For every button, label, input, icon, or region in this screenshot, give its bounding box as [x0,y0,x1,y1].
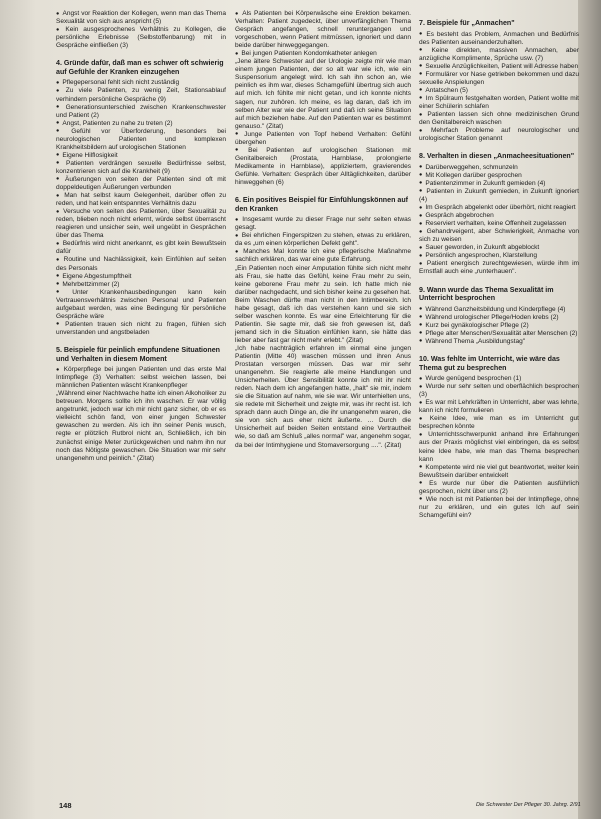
bullet-item: ● Es wurde nur über die Patienten ausführlich gesprochen, nicht über uns (2) [419,480,579,496]
bullet-item: ● Im Spülraum festgehalten worden, Patient wollte mit einer Schülerin schlafen [419,95,579,111]
bullet-item: ● Während Ganzheitsbildung und Kinderpflege (4) [419,306,579,314]
quote-paragraph: „Ich habe nachträglich erfahren im einmal eine jungen Patientin (Mitte 40) waschen müssen und ihren Anus Prostatan versorgen müssen. Das war mir sehr unangenehm. Sie reagierte alle meine Handlungen und Unsicherheiten. Über Sensibilität konnte ich mit ihr nicht reden. Nach dem ich angefangen hatte, „halt" sie mir, indem sie die Situation auf nahm, wie sie war. Wir unterhielten uns, sie redete mit Sicherheit und zeigte mir, was ihr recht ist. Ich sprach dann auch Dinge an, die ihr unangenehm waren, die sie von sich aus eher nicht äußerte. ... Durch die Unsicherheit auf beiden Seiten entstand eine Vertrautheit wie, so daß am Schluß „alles normal" war, angenehm sogar, da bei der Intimhygiene und Stomaversorgung ....". (Zitat) [235,344,411,449]
section-heading: 10. Was fehlte im Unterricht, wie wäre das Thema gut zu besprechen [419,354,560,372]
bullet-item: ● Während Thema „Ausbildungstag" [419,338,579,346]
bullet-item: ● Antatschen (5) [419,87,579,95]
bullet-item: ● Gehandrveigent, aber Schwierigkeit, Anmache von sich zu weisen [419,228,579,244]
bullet-item: ● Zu viele Patienten, zu wenig Zeit, Stationsablauf verhindern persönliche Gespräche (9) [56,87,226,103]
bullet-item: ● Patienten lassen sich ohne medizinischen Grund den Genitalbereich waschen [419,111,579,127]
bullet-item: ● Versuche von seiten des Patienten, über Sexualität zu reden, blieben noch nicht erlernt, würde selbst überrascht reagieren und unsicher sein, weil ungeübt in Gesprächen über das Thema [56,208,226,240]
bullet-item: ● Patientenzimmer in Zukunft gemieden (4) [419,180,579,188]
bullet-item: ● Wurde genügend besprochen (1) [419,375,579,383]
bullet-item: ● Patienten in Zukunft gemieden, in Zukunft ignoriert (4) [419,188,579,204]
bullet-item: ● Reserviert verhalten, keine Offenheit zugelassen [419,220,579,228]
quote-paragraph: „Jene ältere Schwester auf der Urologie zeigte mir wie man einem jungen Patienten, der so alt war wie ich, wie ein Suspensorium angelegt wird. Ich sah ihn schon an, wie peinlich es ihm war, dieses Schamgefühl übertrug sich auch auf mich. Ich fühlte mir nicht getan, und ich konnte nichts sagen, nur zuhören. Ich meine, es lag daran, daß ich im selben Alter war wie der Patient und daß ich seine Situation auf mich beziehen habe. Auf den Patienten war es bestimmt genauso." (Zitat) [235,58,411,130]
bullet-item: ● Angst vor Reaktion der Kollegen, wenn man das Thema Sexualität von sich aus anspricht (5) [56,10,226,26]
section-heading: 8. Verhalten in diesen „Anmacheesituationen" [419,152,575,161]
bullet-item: ● Bei Patienten auf urologischen Stationen mit Genitalbereich (Prostata, Harnblase, prolongierte Medikamente in Harnblase), appliziertem, gravierendes Gefühle. Verhalten: Gespräch über Alltäglichkeiten, darüber hinweggehen (6) [235,147,411,187]
text-column-right [419,10,579,520]
bullet-item: ● Keine direkten, massiven Anmachen, aber anzügliche Komplimente, Sprüche usw. (7) [419,47,579,63]
bullet-item: ● Bei ehrlichen Fingerspitzen zu stehen, etwas zu erklären, da es „um einen körperlichen Defekt geht". [235,232,411,248]
bullet-item: ● Sauer geworden, in Zukunft abgeblockt [419,244,579,252]
bullet-item: ● Generationsunterschied zwischen Krankenschwester und Patient (2) [56,104,226,120]
journal-footer: Die Schwester Der Pfleger 30. Jahrg. 2/91 [476,802,581,808]
bullet-item: ● Unter Krankenhausbedingungen kann kein Vertrauensverhältnis zwischen Personal und Patienten aufgebaut werden, was eine Bedingung für persönliche Gespräche wäre [56,289,226,321]
bullet-item: ● Als Patienten bei Körperwäsche eine Erektion bekamen. Verhalten: Patient zugedeckt, über unverfänglichen Thema Gespräch angefangen, schnell reruntergangen und vorgeschoben, wenn Patient mitmüssen, ignoriert und dann beide darüber hinweggegangen. [235,10,411,50]
bullet-item: ● Bei jungen Patienten Kondomkatheter anlegen [235,50,411,58]
bullet-item: ● Angst, Patienten zu nahe zu treten (2) [56,120,226,128]
bullet-item: ● Pflege alter Menschen/Sexualität alter Menschen (2) [419,330,579,338]
section-heading: 6. Ein positives Beispiel für Einfühlungskönnen auf den Kranken [235,196,409,213]
bullet-item: ● Insgesamt wurde zu dieser Frage nur sehr selten etwas gesagt. [235,216,411,232]
bullet-item: ● Patienten trauen sich nicht zu fragen, fühlen sich unverstanden und angstbeladen [56,321,226,337]
bullet-item: ● Bedürfnis wird nicht anerkannt, es gibt kein Bewußtsein dafür [56,240,226,256]
bullet-item: ● Körperpflege bei jungen Patienten und das erste Mal Intimpflege (3) Verhalten: selbst weichen lassen, bei männlichen Patienten wäscht Krankenpfleger [56,366,226,390]
bullet-item: ● Manches Mal konnte ich eine pflegerische Maßnahme sachlich erklären, das war eine gute Erfahrung. [235,248,411,264]
bullet-item: ● Mehrfach Probleme auf neurologischer und urologischer Station genannt [419,127,579,143]
bullet-item: ● Darüberweggehen, schmunzeln [419,164,579,172]
bullet-item: ● Patient energisch zurechtgewiesen, würde ihm im Ernstfall auch eine „runterhauen". [419,260,579,276]
bullet-item: ● Kurz bei gynäkologischer Pflege (2) [419,322,579,330]
section-heading: 7. Beispiele für „Anmachen" [419,19,515,27]
bullet-item: ● Wurde nur sehr selten und oberflächlich besprochen (3) [419,383,579,399]
page-gutter-shadow [578,0,601,819]
bullet-item: ● Unterrichtsschwerpunkt anhand ihre Erfahrungen aus der Praxis möglichst viel einbringen, da es selbst keine Idee habe, wie man das Thema besprechen kann [419,431,579,463]
bullet-item: ● Formulärer vor Nase getrieben bekommen und dazu sexuelle Anspielungen [419,71,579,87]
bullet-item: ● Im Gespräch abgelenkt oder überhört, nicht reagiert [419,204,579,212]
bullet-item: ● Kompetente wird nie viel gut beantwortet, weiter kein Bewußtsein darüber entwickelt [419,464,579,480]
bullet-item: ● Eigene Hilflosigkeit [56,152,226,160]
bullet-item: ● Man hat selbst kaum Gelegenheit, darüber offen zu reden, und hat kein entspanntes Verhältnis dazu [56,192,226,208]
bullet-item: ● Während urologischer Pflege/Hoden krebs (2) [419,314,579,322]
bullet-item: ● Gefühl vor Überforderung, besonders bei neurologischen Patienten und komplexen Krankheitsbildern auf urologischen Stationen [56,128,226,152]
bullet-item: ● Keine Idee, wie man es im Unterricht gut besprechen könnte [419,415,579,431]
page-number: 148 [59,801,72,810]
quote-paragraph: „Ein Patienten noch einer Amputation fühlte sich nicht mehr als Frau, sie hatte das Gefühl, keine Frau mehr zu sein, keine geborene Frau mehr zu sein. Ich hatte mich nie darüber nachgedacht, und sich bisher keine zu gesehen hat. Beim Waschen dürfte man nicht in den Intimbereich. Ich habe gesagt, daß ich das verstehen kann und sie sich selber waschen konnte. Es war eine Erleichterung für die Patientin. Sie sagte mir, daß sie froh gewesen ist, daß jemand sich in die Situation einfühlen kann, sie hätte das lieber aber fast gar nicht mehr erlebt." (Zitat) [235,264,411,344]
bullet-item: ● Wie noch ist mit Patienten bei der Intimpflege, ohne nur zu erklären, und ein gutes Ich auf sein Schamgefühl ein? [419,496,579,520]
bullet-item: ● Routine und Nachlässigkeit, kein Einfühlen auf seiten des Personals [56,256,226,272]
bullet-item: ● Persönlich angesprochen, Klarstellung [419,252,579,260]
bullet-item: ● Sexuelle Anzüglichkeiten, Patient will Adresse haben [419,63,579,71]
bullet-item: ● Mit Kollegen darüber gesprochen [419,172,579,180]
bullet-item: ● Mehrbettzimmer (2) [56,281,226,289]
bullet-item: ● Es war mit Lehrkräften in Unterricht, aber was lehrte, kann ich nicht formulieren [419,399,579,415]
bullet-item: ● Junge Patienten von Topf hebend Verhalten: Gefühl übergehen [235,131,411,147]
bullet-item: ● Patienten verdrängen sexuelle Bedürfnisse selbst, konzentrieren sich auf die Krankheit (9) [56,160,226,176]
text-column-left [56,10,226,463]
section-heading: 4. Gründe dafür, daß man es schwer oft schwierig auf Gefühle der Kranken einzugehen [56,59,224,76]
bullet-item: ● Kein ausgesprochenes Verhältnis zu Kollegen, die persönliche Erlebnisse (Selbstoffenbarung) mit in Gespräche einfließen (3) [56,26,226,50]
bullet-item: ● Gespräch abgebrochen [419,212,579,220]
section-heading: 5. Beispiele für peinlich empfundene Situationen und Verhalten in diesem Moment [56,345,220,363]
bullet-item: ● Pflegepersonal fehlt sich nicht zuständig [56,79,226,87]
section-heading: 9. Wann wurde das Thema Sexualität im Unterricht besprochen [419,285,554,303]
bullet-item: ● Es besteht das Problem, Anmachen und Bedürfnis des Patienten auseinanderzuhalten. [419,31,579,47]
bullet-item: ● Eigene Abgestumpftheit [56,273,226,281]
quote-paragraph: „Während einer Nachtwache hatte ich einen Alkoholiker zu betreuen. Morgens sollte ich ihn waschen. Er war völlig angetrunkt, jedoch war ich mir nicht ganz sicher, ob er es vielleicht schön fand, von einer jungen Schwester gewaschen zu werden. Als ich ihn seiner Penis wusch, regte er plötzlich Rutbrol nicht an, Schließlich, ich bin zunächst einige Meter zurückgewichen und nahm ihn nur noch das Nötigste gewaschen. Die Situation war mir sehr unangenehm und peinlich." (Zitat) [56,390,226,462]
text-column-middle [235,10,411,450]
bullet-item: ● Äußerungen von seiten der Patienten sind oft mit doppeldeutigen Äußerungen verbunden [56,176,226,192]
